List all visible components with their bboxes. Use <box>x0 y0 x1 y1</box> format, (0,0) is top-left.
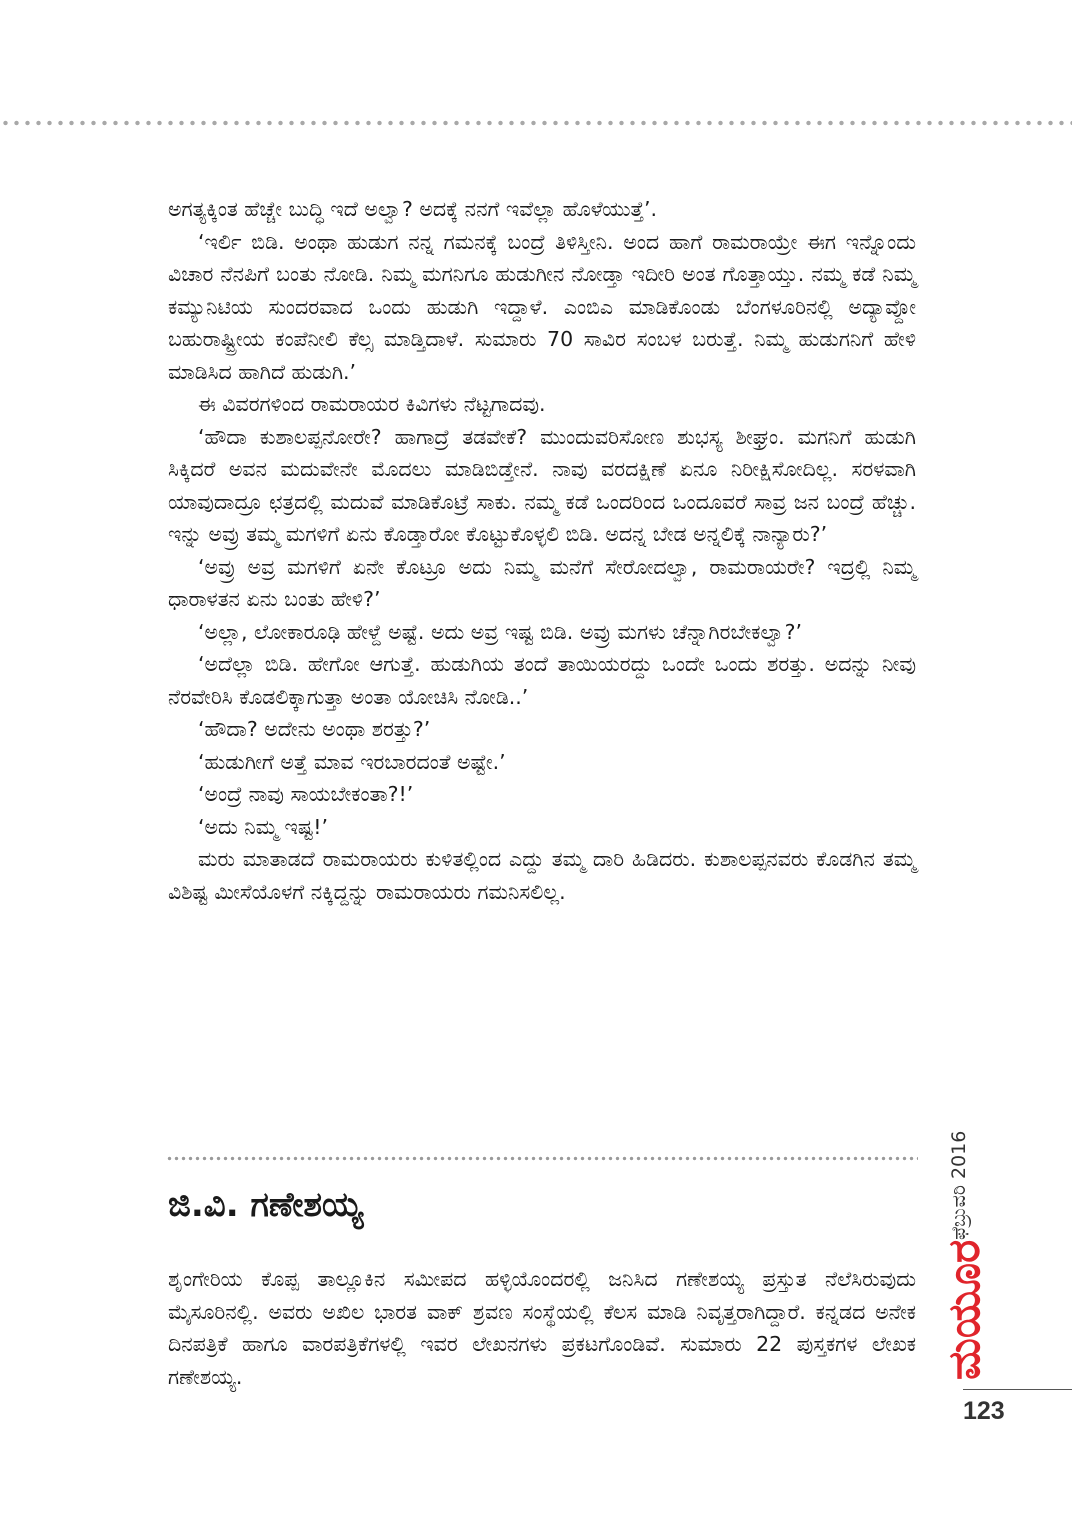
story-paragraph: ‘ಅದು ನಿಮ್ಮ ಇಷ್ಟ!’ <box>198 814 328 839</box>
story-paragraph: ‘ಅಂದ್ರೆ ನಾವು ಸಾಯಬೇಕಂತಾ?!’ <box>198 782 414 806</box>
story-paragraph: ‘ಹೌದಾ ಕುಶಾಲಪ್ಪನೋರೇ? ಹಾಗಾದ್ರೆ ತಡವೇಕೆ? ಮುಂದುವರಿಸೋಣ ಶುಭಸ್ಯ ಶೀಘ್ರಂ. ಮಗನಿಗೆ ಹುಡುಗಿ ಸಿಕ್ಕಿದರೆ ಅವನ ಮದುವೇನೇ ಮೊದಲು ಮಾಡಿಬಿಡ್ತೇನೆ. ನಾವು ವರದಕ್ಷಿಣೆ ಏನೂ ನಿರೀಕ್ಷಿಸೋದಿಲ್ಲ. ಸರಳವಾಗಿ ಯಾವುದಾದ್ರೂ ಛತ್ರದಲ್ಲಿ ಮದುವೆ ಮಾಡಿಕೊಟ್ರೆ ಸಾಕು. ನಮ್ಮ ಕಡೆ ಒಂದರಿಂದ ಒಂದೂವರೆ ಸಾವ್ರ ಜನ ಬಂದ್ರೆ ಹೆಚ್ಚು. ಇನ್ನು ಅವ್ರು ತಮ್ಮ ಮಗಳಿಗೆ ಏನು ಕೊಡ್ತಾರೋ ಕೊಟ್ಟುಕೊಳ್ಳಲಿ ಬಿಡಿ. ಅದನ್ನ ಬೇಡ ಅನ್ನಲಿಕ್ಕೆ ನಾನ್ಯಾರು?’ <box>168 424 916 546</box>
magazine-logo: ಮಯೂರ <box>939 1239 990 1380</box>
issue-date: ಫೆಬ್ರುವರಿ 2016 <box>948 1130 970 1240</box>
story-paragraph: ಅಗತ್ಯಕ್ಕಿಂತ ಹೆಚ್ಚೇ ಬುದ್ಧಿ ಇದೆ ಅಲ್ವಾ? ಅದಕ್ಕೆ ನನಗೆ ಇವೆಲ್ಲಾ ಹೊಳೆಯುತ್ತೆ’. <box>168 197 658 221</box>
story-text <box>168 193 916 908</box>
magazine-side-mark <box>920 1100 1000 1390</box>
page-number: 123 <box>963 1397 1005 1425</box>
section-dotted-divider <box>166 1156 918 1161</box>
story-paragraph: ‘ಹುಡುಗೀಗೆ ಅತ್ತೆ ಮಾವ ಇರಬಾರದಂತೆ ಅಷ್ಟೇ.’ <box>198 749 506 774</box>
author-bio: ಶೃಂಗೇರಿಯ ಕೊಪ್ಪ ತಾಲ್ಲೂಕಿನ ಸಮೀಪದ ಹಳ್ಳಿಯೊಂದರಲ್ಲಿ ಜನಿಸಿದ ಗಣೇಶಯ್ಯ ಪ್ರಸ್ತುತ ನೆಲೆಸಿರುವುದು ಮೈಸೂರಿನಲ್ಲಿ. ಅವರು ಅಖಿಲ ಭಾರತ ವಾಕ್ ಶ್ರವಣ ಸಂಸ್ಥೆಯಲ್ಲಿ ಕೆಲಸ ಮಾಡಿ ನಿವೃತ್ತರಾಗಿದ್ದಾರೆ. ಕನ್ನಡದ ಅನೇಕ ದಿನಪತ್ರಿಕೆ ಹಾಗೂ ವಾರಪತ್ರಿಕೆಗಳಲ್ಲಿ ಇವರ ಲೇಖನಗಳು ಪ್ರಕಟಗೊಂಡಿವೆ. ಸುಮಾರು 22 ಪುಸ್ತಕಗಳ ಲೇಖಕ ಗಣೇಶಯ್ಯ. <box>168 1267 916 1389</box>
story-paragraph: ‘ಅಲ್ಲಾ, ಲೋಕಾರೂಢಿ ಹೇಳ್ದೆ ಅಷ್ಟೆ. ಅದು ಅವ್ರ ಇಷ್ಟ ಬಿಡಿ. ಅವ್ರು ಮಗಳು ಚೆನ್ನಾಗಿರಬೇಕಲ್ವಾ?’ <box>198 619 803 644</box>
story-paragraph: ‘ಅದೆಲ್ಲಾ ಬಿಡಿ. ಹೇಗೋ ಆಗುತ್ತೆ. ಹುಡುಗಿಯ ತಂದೆ ತಾಯಿಯರದ್ದು ಒಂದೇ ಒಂದು ಶರತ್ತು. ಅದನ್ನು ನೀವು ನೆರವೇರಿಸಿ ಕೊಡಲಿಕ್ಕಾಗುತ್ತಾ ಅಂತಾ ಯೋಚಿಸಿ ನೋಡಿ..’ <box>168 652 916 709</box>
story-paragraph: ಮರು ಮಾತಾಡದೆ ರಾಮರಾಯರು ಕುಳಿತಲ್ಲಿಂದ ಎದ್ದು ತಮ್ಮ ದಾರಿ ಹಿಡಿದರು. ಕುಶಾಲಪ್ಪನವರು ಕೊಡಗಿನ ತಮ್ಮ ವಿಶಿಷ್ಟ ಮೀಸೆಯೊಳಗೆ ನಕ್ಕಿದ್ದನ್ನು ರಾಮರಾಯರು ಗಮನಿಸಲಿಲ್ಲ. <box>168 847 916 904</box>
story-paragraph: ‘ಅವ್ರು ಅವ್ರ ಮಗಳಿಗೆ ಏನೇ ಕೊಟ್ರೂ ಅದು ನಿಮ್ಮ ಮನೆಗೆ ಸೇರೋದಲ್ವಾ, ರಾಮರಾಯರೇ? ಇದ್ರಲ್ಲಿ ನಿಮ್ಮ ಧಾರಾಳತನ ಏನು ಬಂತು ಹೇಳಿ?’ <box>168 554 916 611</box>
top-dotted-rule <box>0 120 1072 126</box>
story-paragraph: ‘ಹೌದಾ? ಅದೇನು ಅಂಥಾ ಶರತ್ತು?’ <box>198 717 431 741</box>
story-paragraph: ‘ಇರ್ಲಿ ಬಿಡಿ. ಅಂಥಾ ಹುಡುಗ ನನ್ನ ಗಮನಕ್ಕೆ ಬಂದ್ರೆ ತಿಳಿಸ್ತೀನಿ. ಅಂದ ಹಾಗೆ ರಾಮರಾಯ್ರೇ ಈಗ ಇನ್ನೊಂದು ವಿಚಾರ ನೆನಪಿಗೆ ಬಂತು ನೋಡಿ. ನಿಮ್ಮ ಮಗನಿಗೂ ಹುಡುಗೀನ ನೋಡ್ತಾ ಇದೀರಿ ಅಂತ ಗೊತ್ತಾಯ್ತು. ನಮ್ಮ ಕಡೆ ನಿಮ್ಮ ಕಮ್ಯುನಿಟಿಯ ಸುಂದರವಾದ ಒಂದು ಹುಡುಗಿ ಇದ್ದಾಳೆ. ಎಂಬಿಎ ಮಾಡಿಕೊಂಡು ಬೆಂಗಳೂರಿನಲ್ಲಿ ಅದ್ಯಾವ್ದೋ ಬಹುರಾಷ್ಟ್ರೀಯ ಕಂಪೆನೀಲಿ ಕೆಲ್ಸ ಮಾಡ್ತಿದಾಳೆ. ಸುಮಾರು 70 ಸಾವಿರ ಸಂಬಳ ಬರುತ್ತೆ. ನಿಮ್ಮ ಹುಡುಗನಿಗೆ ಹೇಳಿ ಮಾಡಿಸಿದ ಹಾಗಿದೆ ಹುಡುಗಿ.’ <box>168 229 916 384</box>
author-name-heading: ಜಿ.ವಿ. ಗಣೇಶಯ್ಯ <box>168 1185 364 1225</box>
page-number-rule <box>963 1389 1072 1390</box>
story-paragraph: ಈ ವಿವರಗಳಿಂದ ರಾಮರಾಯರ ಕಿವಿಗಳು ನೆಟ್ಟಗಾದವು. <box>198 392 546 416</box>
